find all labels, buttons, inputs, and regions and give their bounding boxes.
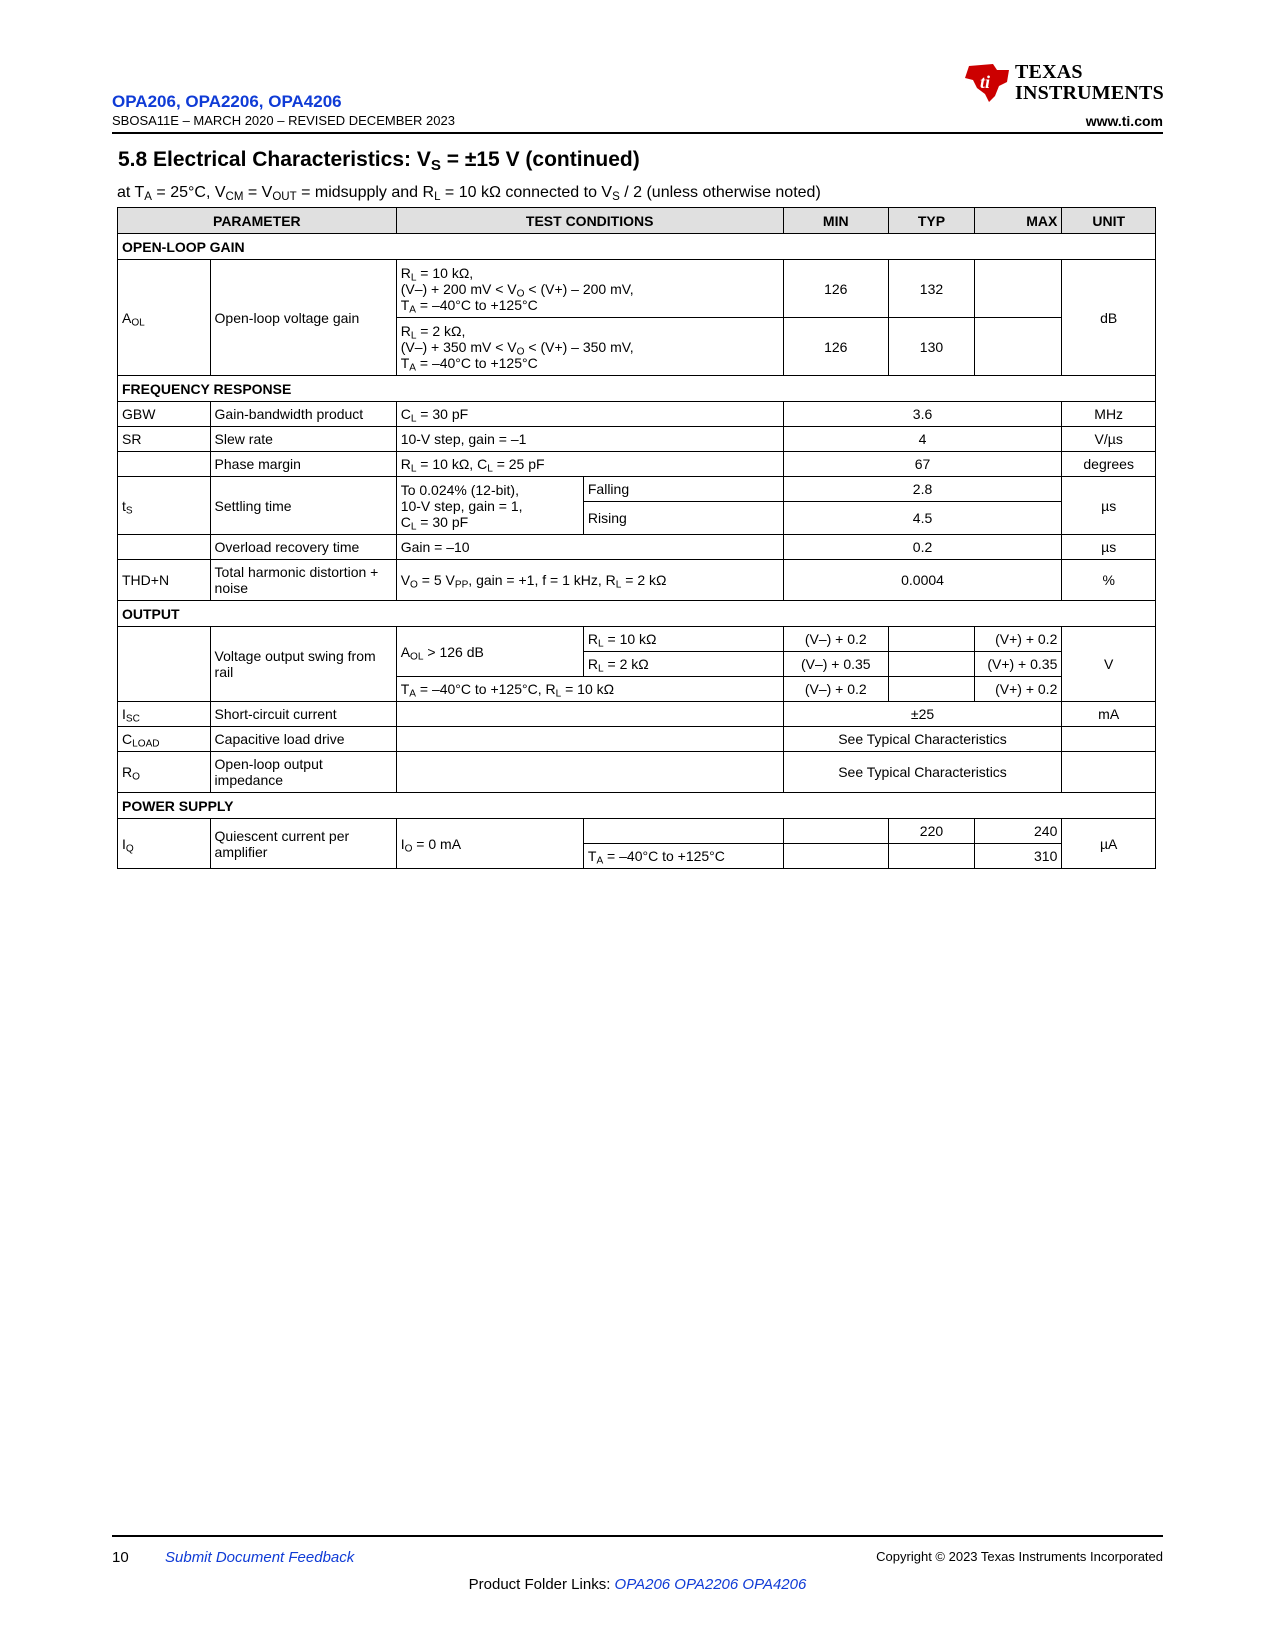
section-title-suffix: = ±15 V (continued) [440, 148, 640, 171]
table-row-thd [118, 560, 1156, 601]
aol-min-2: 126 [783, 318, 888, 376]
ts-name: Settling time [210, 477, 396, 535]
vout-cond-rl-2k: $R_L = 2$ kΩ [583, 652, 783, 677]
electrical-characteristics-table [117, 207, 1156, 869]
aol-name: Open-loop voltage gain [210, 260, 396, 376]
orec-name: Overload recovery time [210, 535, 396, 560]
isc-typ: ±25 [783, 702, 1062, 727]
pm-unit: degrees [1062, 452, 1156, 477]
ts-rising-label: Rising [583, 502, 783, 535]
ro-unit [1062, 752, 1156, 793]
document-revision: SBOSA11E – MARCH 2020 – REVISED DECEMBER 2023 [112, 113, 455, 128]
ro-value: See Typical Characteristics [783, 752, 1062, 793]
header-divider [112, 132, 1163, 134]
cload-cond [396, 727, 783, 752]
header-test-conditions: TEST CONDITIONS [396, 208, 783, 234]
isc-symbol: $I_{SC}$ [118, 702, 211, 727]
table-row-sr [118, 427, 1156, 452]
thd-unit: % [1062, 560, 1156, 601]
group-open-loop-gain: OPEN-LOOP GAIN [118, 234, 1156, 260]
sr-name: Slew rate [210, 427, 396, 452]
sr-unit: V/µs [1062, 427, 1156, 452]
cload-unit [1062, 727, 1156, 752]
submit-feedback-link[interactable]: Submit Document Feedback [165, 1549, 355, 1566]
pm-name: Phase margin [210, 452, 396, 477]
gbw-typ: 3.6 [783, 402, 1062, 427]
iq-max-1: 240 [975, 819, 1062, 844]
orec-typ: 0.2 [783, 535, 1062, 560]
page-header [112, 92, 455, 129]
vout-cond-temp: $T_A = -40^\circ C$ to +125°C, $R_L = 10$ kΩ [396, 677, 783, 702]
vout-cond-aol: $A_{OL} > 126$ dB [396, 627, 583, 677]
group-row [118, 793, 1156, 819]
logo-text-line1: TEXAS [1015, 61, 1083, 83]
aol-min-1: 126 [783, 260, 888, 318]
vout-max-3: (V+) + 0.2 [975, 677, 1062, 702]
section-title [118, 148, 640, 172]
aol-max-2 [975, 318, 1062, 376]
aol-typ-1: 132 [888, 260, 974, 318]
orec-symbol [118, 535, 211, 560]
vout-min-3: (V–) + 0.2 [783, 677, 888, 702]
ti-logo [963, 60, 1163, 104]
aol-unit: dB [1062, 260, 1156, 376]
header-typ: TYP [888, 208, 974, 234]
aol-max-1 [975, 260, 1062, 318]
thd-typ: 0.0004 [783, 560, 1062, 601]
gbw-cond: $C_L = 30$ pF [396, 402, 783, 427]
header-min: MIN [783, 208, 888, 234]
part-number-title[interactable]: OPA206, OPA2206, OPA4206 [112, 92, 342, 111]
iq-typ-2 [888, 844, 974, 869]
iq-unit: µA [1062, 819, 1156, 869]
cload-name: Capacitive load drive [210, 727, 396, 752]
section-title-prefix: 5.8 Electrical Characteristics: V [118, 148, 431, 171]
test-condition-note: at $T_A = 25^\circ C$, $V_{CM} = V_{OUT}$ = midsupply and $R_L = 10$ kΩ connected to $V_S / 2$ (unless otherwise noted) [117, 184, 821, 203]
logo-text-line2: INSTRUMENTS [1015, 82, 1164, 104]
cload-value: See Typical Characteristics [783, 727, 1062, 752]
table-row-ro [118, 752, 1156, 793]
table-row-cload [118, 727, 1156, 752]
iq-typ-1: 220 [888, 819, 974, 844]
header-unit: UNIT [1062, 208, 1156, 234]
isc-unit: mA [1062, 702, 1156, 727]
gbw-name: Gain-bandwidth product [210, 402, 396, 427]
vout-unit: V [1062, 627, 1156, 702]
group-row [118, 376, 1156, 402]
vout-cond-rl-10k: $R_L = 10$ kΩ [583, 627, 783, 652]
group-power-supply: POWER SUPPLY [118, 793, 1156, 819]
group-row [118, 601, 1156, 627]
table-row-iq-1 [118, 819, 1156, 844]
vout-min-1: (V–) + 0.2 [783, 627, 888, 652]
vout-max-1: (V+) + 0.2 [975, 627, 1062, 652]
vout-symbol [118, 627, 211, 702]
iq-symbol: $I_Q$ [118, 819, 211, 869]
product-folder-links [0, 1576, 1275, 1593]
vout-typ-2 [888, 652, 974, 677]
page-number: 10 [112, 1549, 129, 1566]
orec-cond: Gain = –10 [396, 535, 783, 560]
sr-typ: 4 [783, 427, 1062, 452]
svg-text:ti: ti [980, 72, 991, 92]
ts-unit: µs [1062, 477, 1156, 535]
product-folder-link[interactable]: OPA206 OPA2206 OPA4206 [614, 1576, 807, 1593]
ts-cond-line1: To 0.024% (12-bit), [400, 481, 519, 498]
table-row-isc [118, 702, 1156, 727]
aol-cond-2: $R_L = 2$ kΩ, (V–) + 350 mV < $V_O < (V+) - 350$ mV, $T_A = -40^\circ C$ to +125°C [396, 318, 783, 376]
gbw-symbol: GBW [118, 402, 211, 427]
table-header-row [118, 208, 1156, 234]
sr-cond: 10-V step, gain = –1 [396, 427, 783, 452]
website-url[interactable]: www.ti.com [1085, 113, 1163, 129]
ts-falling-typ: 2.8 [783, 477, 1062, 502]
pm-symbol [118, 452, 211, 477]
table-row-gbw [118, 402, 1156, 427]
iq-cond: $I_O = 0$ mA [396, 819, 583, 869]
iq-cond-temp: $T_A = -40^\circ C$ to +125°C [583, 844, 783, 869]
iq-max-2: 310 [975, 844, 1062, 869]
ro-name: Open-loop output impedance [210, 752, 396, 793]
sr-symbol: SR [118, 427, 211, 452]
table-row-aol-1 [118, 260, 1156, 318]
iq-min-2 [783, 844, 888, 869]
cload-symbol: $C_{LOAD}$ [118, 727, 211, 752]
table-row-settling-falling [118, 477, 1156, 502]
group-row [118, 234, 1156, 260]
orec-unit: µs [1062, 535, 1156, 560]
copyright: Copyright © 2023 Texas Instruments Incorporated [876, 1549, 1163, 1564]
thd-name: Total harmonic distortion + noise [210, 560, 396, 601]
aol-typ-2: 130 [888, 318, 974, 376]
thd-cond: $V_O = 5$ $V_{PP}$, gain = +1, f = 1 kHz, $R_L = 2$ kΩ [396, 560, 783, 601]
aol-symbol: $A_{OL}$ [118, 260, 211, 376]
iq-cond-blank [583, 819, 783, 844]
table-row-vout-1 [118, 627, 1156, 652]
iq-name: Quiescent current per amplifier [210, 819, 396, 869]
group-output: OUTPUT [118, 601, 1156, 627]
ts-rising-typ: 4.5 [783, 502, 1062, 535]
header-parameter: PARAMETER [118, 208, 397, 234]
iq-min-1 [783, 819, 888, 844]
ts-falling-label: Falling [583, 477, 783, 502]
table-row-phase-margin [118, 452, 1156, 477]
pm-cond: $R_L = 10$ kΩ, $C_L = 25$ pF [396, 452, 783, 477]
ro-symbol: $R_O$ [118, 752, 211, 793]
vout-min-2: (V–) + 0.35 [783, 652, 888, 677]
vout-name: Voltage output swing from rail [210, 627, 396, 702]
section-title-sub: S [430, 156, 441, 174]
ts-symbol: $t_S$ [118, 477, 211, 535]
vout-typ-3 [888, 677, 974, 702]
isc-cond [396, 702, 783, 727]
thd-symbol: THD+N [118, 560, 211, 601]
group-frequency-response: FREQUENCY RESPONSE [118, 376, 1156, 402]
ti-state-icon [963, 60, 1013, 104]
product-folder-label: Product Folder Links: [468, 1576, 615, 1593]
footer-divider [112, 1535, 1163, 1537]
aol-cond-1: $R_L = 10$ kΩ, (V–) + 200 mV < $V_O < (V+) - 200$ mV, $T_A = -40^\circ C$ to +125°C [396, 260, 783, 318]
ts-cond: To 0.024% (12-bit), 10-V step, gain = 1, $C_L = 30$ pF [396, 477, 583, 535]
pm-typ: 67 [783, 452, 1062, 477]
vout-max-2: (V+) + 0.35 [975, 652, 1062, 677]
table-row-overload-recovery [118, 535, 1156, 560]
ro-cond [396, 752, 783, 793]
ts-cond-line2: 10-V step, gain = 1, [400, 497, 523, 514]
isc-name: Short-circuit current [210, 702, 396, 727]
vout-typ-1 [888, 627, 974, 652]
gbw-unit: MHz [1062, 402, 1156, 427]
header-max: MAX [975, 208, 1062, 234]
